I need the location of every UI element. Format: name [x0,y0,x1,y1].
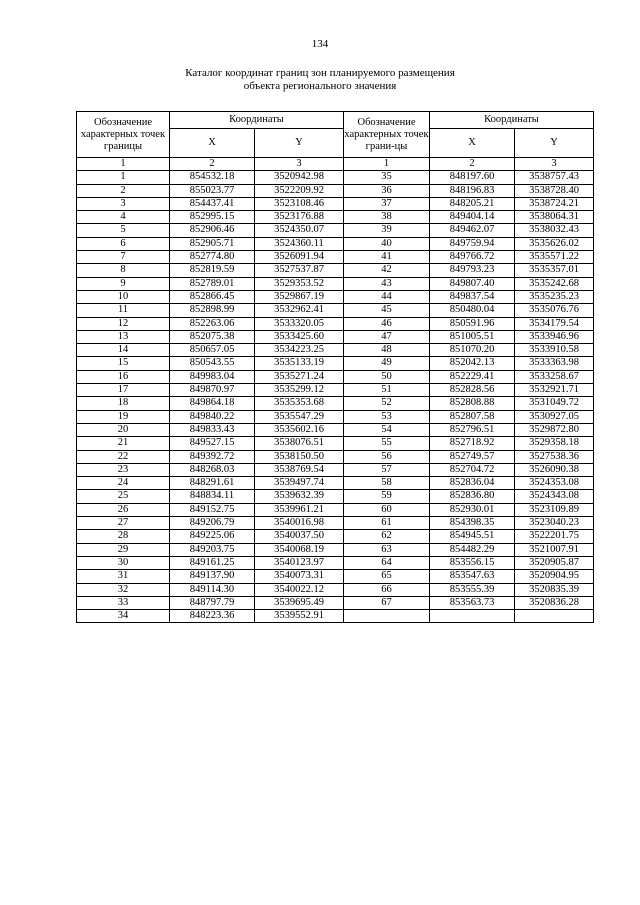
table-row [77,264,594,277]
table-row [77,237,594,250]
cell-point-right: 60 [344,503,430,516]
cell-y-right: 3534179.54 [515,317,594,330]
cell-y-left: 3529353.52 [255,277,344,290]
cell-point-right: 53 [344,410,430,423]
header-coordinates-right: Координаты [430,112,594,129]
column-number: 1 [77,158,170,171]
cell-point-left: 33 [77,596,170,609]
cell-x-right: 851070.20 [430,344,515,357]
table-row [77,344,594,357]
cell-point-left: 2 [77,184,170,197]
cell-x-right: 853547.63 [430,570,515,583]
cell-x-right: 852836.04 [430,477,515,490]
cell-x-right: 852229.41 [430,370,515,383]
cell-y-right: 3526090.38 [515,463,594,476]
cell-point-left: 4 [77,211,170,224]
cell-y-left: 3540037.50 [255,530,344,543]
cell-y-right: 3538724.21 [515,197,594,210]
table-caption [0,67,640,93]
cell-point-left: 21 [77,437,170,450]
cell-point-right: 35 [344,171,430,184]
cell-y-right: 3522201.75 [515,530,594,543]
cell-point-left: 9 [77,277,170,290]
cell-point-right: 47 [344,330,430,343]
cell-y-left: 3535271.24 [255,370,344,383]
table-row [77,224,594,237]
cell-x-left: 849833.43 [170,423,255,436]
cell-y-left: 3538076.51 [255,437,344,450]
table-row [77,384,594,397]
cell-point-right: 39 [344,224,430,237]
table-row [77,251,594,264]
table-row [77,397,594,410]
cell-point-left: 32 [77,583,170,596]
cell-y-left: 3534223.25 [255,344,344,357]
cell-point-left: 20 [77,423,170,436]
cell-x-right: 852704.72 [430,463,515,476]
cell-x-left: 848797.79 [170,596,255,609]
cell-y-left: 3524360.11 [255,237,344,250]
cell-y-left: 3535602.16 [255,423,344,436]
cell-point-right: 55 [344,437,430,450]
cell-x-right: 850480.04 [430,304,515,317]
cell-point-left: 16 [77,370,170,383]
cell-x-right [430,610,515,623]
cell-point-left: 8 [77,264,170,277]
cell-x-left: 852866.45 [170,290,255,303]
cell-x-left: 852774.80 [170,251,255,264]
cell-y-left: 3539632.39 [255,490,344,503]
cell-x-right: 849837.54 [430,290,515,303]
cell-y-right: 3538728.40 [515,184,594,197]
cell-point-left: 24 [77,477,170,490]
table-row [77,437,594,450]
cell-x-left: 854532.18 [170,171,255,184]
cell-x-left: 852789.01 [170,277,255,290]
table-row [77,530,594,543]
column-number: 3 [515,158,594,171]
column-number: 2 [430,158,515,171]
cell-point-left: 31 [77,570,170,583]
cell-y-right [515,610,594,623]
cell-y-left: 3529867.19 [255,290,344,303]
cell-x-left: 850543.55 [170,357,255,370]
cell-y-left: 3523176.88 [255,211,344,224]
table-row [77,211,594,224]
cell-y-left: 3538150.50 [255,450,344,463]
cell-y-left: 3533320.05 [255,317,344,330]
cell-y-left: 3524350.07 [255,224,344,237]
table-row [77,317,594,330]
cell-point-left: 26 [77,503,170,516]
cell-x-right: 852930.01 [430,503,515,516]
cell-x-right: 849807.40 [430,277,515,290]
table-body [77,171,594,623]
cell-y-right: 3531049.72 [515,397,594,410]
cell-point-left: 29 [77,543,170,556]
header-coordinates-left: Координаты [170,112,344,129]
cell-x-left: 849392.72 [170,450,255,463]
cell-x-right: 852042.13 [430,357,515,370]
cell-y-right: 3527538.36 [515,450,594,463]
cell-point-right: 45 [344,304,430,317]
table-row [77,517,594,530]
cell-x-left: 855023.77 [170,184,255,197]
cell-x-left: 848291.61 [170,477,255,490]
table-row [77,423,594,436]
header-point-left: Обозначение характерных точек границы [77,112,170,158]
cell-y-left: 3540068.19 [255,543,344,556]
cell-x-left: 852906.46 [170,224,255,237]
cell-point-right: 62 [344,530,430,543]
cell-y-right: 3533258.67 [515,370,594,383]
cell-x-left: 849161.25 [170,556,255,569]
cell-point-right: 49 [344,357,430,370]
cell-y-right: 3538064.31 [515,211,594,224]
cell-y-right: 3535235.23 [515,290,594,303]
cell-y-left: 3535547.29 [255,410,344,423]
cell-point-right: 44 [344,290,430,303]
column-number: 3 [255,158,344,171]
cell-point-left: 14 [77,344,170,357]
cell-point-left: 17 [77,384,170,397]
cell-x-left: 848223.36 [170,610,255,623]
cell-x-right: 852828.56 [430,384,515,397]
cell-point-right: 40 [344,237,430,250]
cell-point-left: 28 [77,530,170,543]
cell-point-right: 52 [344,397,430,410]
column-number: 1 [344,158,430,171]
cell-y-right: 3523109.89 [515,503,594,516]
table-row [77,304,594,317]
cell-x-right: 852718.92 [430,437,515,450]
cell-x-left: 849870.97 [170,384,255,397]
cell-point-right: 36 [344,184,430,197]
table-row [77,570,594,583]
cell-x-right: 853555.39 [430,583,515,596]
caption-line-1: Каталог координат границ зон планируемого размещения [185,67,455,79]
cell-x-left: 852819.59 [170,264,255,277]
table-row [77,410,594,423]
cell-x-right: 852749.57 [430,450,515,463]
cell-point-left: 11 [77,304,170,317]
cell-y-left: 3539552.91 [255,610,344,623]
cell-y-left: 3533425.60 [255,330,344,343]
cell-y-left: 3540022.12 [255,583,344,596]
cell-y-right: 3533910.58 [515,344,594,357]
cell-y-left: 3526091.94 [255,251,344,264]
cell-point-right: 64 [344,556,430,569]
header-x-right: X [430,129,515,158]
cell-y-right: 3520836.28 [515,596,594,609]
cell-point-right: 54 [344,423,430,436]
cell-y-left: 3540073.31 [255,570,344,583]
cell-x-left: 849225.06 [170,530,255,543]
column-number: 2 [170,158,255,171]
cell-y-right: 3530927.05 [515,410,594,423]
cell-y-left: 3535133.19 [255,357,344,370]
cell-x-right: 849766.72 [430,251,515,264]
cell-x-left: 849527.15 [170,437,255,450]
cell-point-right: 61 [344,517,430,530]
cell-y-left: 3523108.46 [255,197,344,210]
cell-x-left: 852898.99 [170,304,255,317]
cell-point-left: 25 [77,490,170,503]
cell-point-left: 5 [77,224,170,237]
cell-y-left: 3540123.97 [255,556,344,569]
cell-y-left: 3527537.87 [255,264,344,277]
cell-x-right: 854398.35 [430,517,515,530]
cell-point-right: 43 [344,277,430,290]
cell-point-right: 42 [344,264,430,277]
cell-y-right: 3529872.80 [515,423,594,436]
cell-y-left: 3532962.41 [255,304,344,317]
cell-x-left: 848834.11 [170,490,255,503]
header-point-right: Обозначение характерных точек грани-цы [344,112,430,158]
cell-point-right: 63 [344,543,430,556]
cell-x-left: 849840.22 [170,410,255,423]
cell-y-right: 3535076.76 [515,304,594,317]
cell-point-right: 66 [344,583,430,596]
cell-y-left: 3538769.54 [255,463,344,476]
cell-y-right: 3538757.43 [515,171,594,184]
cell-y-right: 3532921.71 [515,384,594,397]
cell-x-left: 849114.30 [170,583,255,596]
cell-y-right: 3535357.01 [515,264,594,277]
table-row [77,450,594,463]
cell-x-left: 852905.71 [170,237,255,250]
caption-line-2: объекта регионального значения [243,80,397,92]
cell-y-left: 3539961.21 [255,503,344,516]
cell-point-left: 34 [77,610,170,623]
cell-x-left: 854437.41 [170,197,255,210]
cell-x-left: 850657.05 [170,344,255,357]
cell-y-right: 3535571.22 [515,251,594,264]
table-row [77,171,594,184]
cell-y-left: 3539497.74 [255,477,344,490]
cell-point-left: 10 [77,290,170,303]
cell-point-left: 22 [77,450,170,463]
cell-point-left: 12 [77,317,170,330]
cell-y-right: 3535626.02 [515,237,594,250]
cell-y-right: 3523040.23 [515,517,594,530]
cell-point-right: 67 [344,596,430,609]
table-row [77,556,594,569]
cell-point-right: 65 [344,570,430,583]
cell-point-right: 50 [344,370,430,383]
cell-y-right: 3520905.87 [515,556,594,569]
cell-x-left: 849206.79 [170,517,255,530]
table-row [77,277,594,290]
cell-point-right [344,610,430,623]
cell-x-right: 854945.51 [430,530,515,543]
page-number: 134 [311,38,329,50]
cell-point-right: 58 [344,477,430,490]
cell-x-left: 849864.18 [170,397,255,410]
cell-x-right: 848197.60 [430,171,515,184]
cell-x-left: 852263.06 [170,317,255,330]
cell-x-right: 848196.83 [430,184,515,197]
header-y-right: Y [515,129,594,158]
cell-point-left: 18 [77,397,170,410]
cell-y-right: 3535242.68 [515,277,594,290]
cell-point-left: 13 [77,330,170,343]
cell-point-right: 51 [344,384,430,397]
cell-y-right: 3538032.43 [515,224,594,237]
table-row [77,330,594,343]
cell-x-right: 854482.29 [430,543,515,556]
cell-point-left: 15 [77,357,170,370]
cell-x-right: 852807.58 [430,410,515,423]
cell-point-left: 23 [77,463,170,476]
cell-y-left: 3539695.49 [255,596,344,609]
cell-point-right: 37 [344,197,430,210]
table-row [77,184,594,197]
cell-point-right: 48 [344,344,430,357]
cell-y-left: 3535299.12 [255,384,344,397]
cell-point-left: 27 [77,517,170,530]
table-row [77,370,594,383]
cell-point-right: 38 [344,211,430,224]
cell-point-right: 57 [344,463,430,476]
cell-point-left: 1 [77,171,170,184]
table-row [77,463,594,476]
cell-x-right: 852836.80 [430,490,515,503]
cell-x-right: 852796.51 [430,423,515,436]
table-row [77,490,594,503]
cell-point-right: 46 [344,317,430,330]
cell-x-left: 852995.15 [170,211,255,224]
cell-x-left: 852075.38 [170,330,255,343]
header-y-left: Y [255,129,344,158]
cell-y-right: 3524353.08 [515,477,594,490]
cell-y-left: 3535353.68 [255,397,344,410]
header-x-left: X [170,129,255,158]
cell-y-left: 3520942.98 [255,171,344,184]
table-row [77,543,594,556]
table-row [77,357,594,370]
cell-y-right: 3520904.95 [515,570,594,583]
cell-point-left: 3 [77,197,170,210]
cell-y-right: 3533363.98 [515,357,594,370]
cell-x-right: 849793.23 [430,264,515,277]
cell-x-right: 849462.07 [430,224,515,237]
cell-x-left: 849137.90 [170,570,255,583]
cell-x-right: 849404.14 [430,211,515,224]
cell-y-right: 3520835.39 [515,583,594,596]
cell-x-left: 849203.75 [170,543,255,556]
cell-x-right: 849759.94 [430,237,515,250]
cell-point-left: 30 [77,556,170,569]
table-row [77,477,594,490]
cell-x-right: 852808.88 [430,397,515,410]
cell-point-left: 7 [77,251,170,264]
table-row [77,503,594,516]
cell-y-right: 3533946.96 [515,330,594,343]
cell-x-left: 849983.04 [170,370,255,383]
cell-y-right: 3521007.91 [515,543,594,556]
cell-x-left: 848268.03 [170,463,255,476]
table-row [77,290,594,303]
cell-point-right: 56 [344,450,430,463]
cell-y-right: 3524343.08 [515,490,594,503]
coordinates-table [76,111,594,623]
cell-point-left: 6 [77,237,170,250]
cell-x-right: 848205.21 [430,197,515,210]
cell-y-left: 3540016.98 [255,517,344,530]
cell-point-right: 59 [344,490,430,503]
cell-x-right: 853556.15 [430,556,515,569]
table-row [77,610,594,623]
table-row [77,197,594,210]
cell-x-right: 850591.96 [430,317,515,330]
table-row [77,596,594,609]
cell-point-left: 19 [77,410,170,423]
cell-y-left: 3522209.92 [255,184,344,197]
cell-x-right: 851005.51 [430,330,515,343]
cell-y-right: 3529358.18 [515,437,594,450]
cell-point-right: 41 [344,251,430,264]
cell-x-right: 853563.73 [430,596,515,609]
column-numbering-row [77,158,594,171]
cell-x-left: 849152.75 [170,503,255,516]
table-row [77,583,594,596]
